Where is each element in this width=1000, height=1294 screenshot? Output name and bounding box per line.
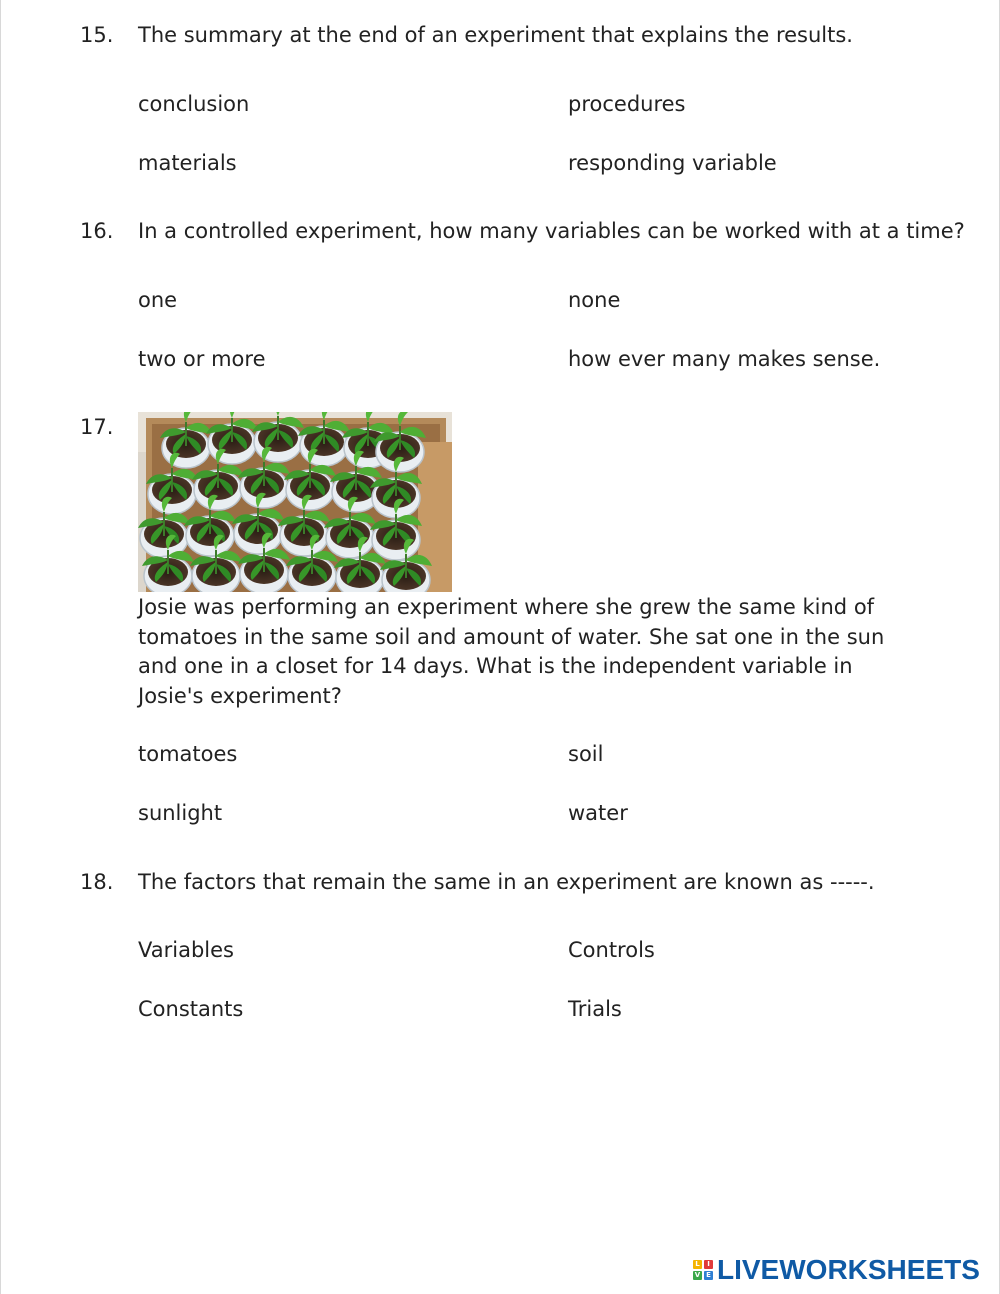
question-15-stem: The summary at the end of an experiment that explains the results.	[138, 23, 853, 47]
question-15-number: 15.	[80, 23, 114, 47]
logo-mark-square: E	[704, 1271, 713, 1280]
logo-mark-square: I	[704, 1260, 713, 1269]
question-18-option-c[interactable]: Constants	[138, 997, 244, 1021]
question-16-option-c[interactable]: two or more	[138, 347, 266, 371]
logo-mark-square: V	[694, 1271, 701, 1279]
question-18-option-a[interactable]: Variables	[138, 938, 234, 962]
question-17-number: 17.	[80, 415, 114, 439]
logo-mark-square: L	[693, 1260, 702, 1269]
question-16-option-a[interactable]: one	[138, 288, 178, 312]
question-16-number: 16.	[80, 219, 114, 243]
question-15-option-a[interactable]: conclusion	[138, 92, 250, 116]
logo-wordmark: LIVEWORKSHEETS	[717, 1254, 980, 1285]
question-18-option-b[interactable]: Controls	[568, 938, 655, 962]
question-17-option-d[interactable]: water	[568, 801, 628, 825]
question-17-option-b[interactable]: soil	[568, 742, 604, 766]
question-15-option-d[interactable]: responding variable	[568, 151, 777, 175]
question-18-stem: The factors that remain the same in an experiment are known as -----.	[138, 870, 875, 894]
question-18-number: 18.	[80, 870, 114, 894]
liveworksheets-logo	[693, 1255, 980, 1285]
question-17-passage: Josie was performing an experiment where she grew the same kind of tomatoes in the same soil and amount of water. She sat one in the sun and one in a closet for 14 days. What is the independent variable in Josie's experiment?	[138, 595, 885, 708]
question-16-option-b[interactable]: none	[568, 288, 621, 312]
question-18-option-d[interactable]: Trials	[568, 997, 622, 1021]
page-edge-left	[0, 0, 1, 1294]
question-16-option-d[interactable]: how ever many makes sense.	[568, 347, 881, 371]
question-16-stem: In a controlled experiment, how many variables can be worked with at a time?	[138, 219, 965, 243]
question-15-option-b[interactable]: procedures	[568, 92, 686, 116]
liveworksheets-mark-icon	[693, 1260, 713, 1280]
question-15-option-c[interactable]: materials	[138, 151, 237, 175]
question-17-option-a[interactable]: tomatoes	[138, 742, 238, 766]
tomato-seedlings-photo	[138, 412, 452, 592]
question-17-option-c[interactable]: sunlight	[138, 801, 223, 825]
